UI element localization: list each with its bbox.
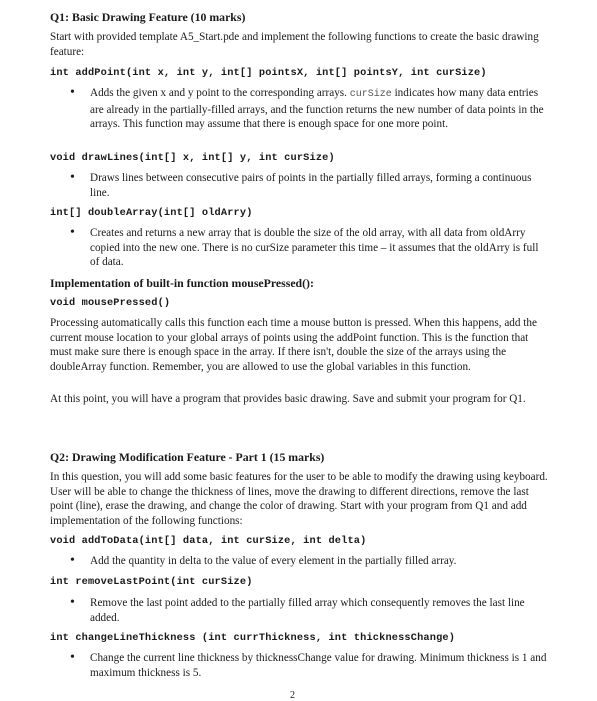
impl-heading: Implementation of built-in function mousePressed(): (50, 276, 314, 290)
desc-addpoint-pre: Adds the given x and y point to the corresponding arrays. (90, 87, 350, 99)
q2-intro: In this question, you will add some basic features for the user to be able to modify the drawing using keyboard. User will be able to change the thickness of lines, move the drawing to different directions, remove the last point (line), erase the drawing, and change the color of drawing. Start with your program from Q1 and add implementation of the following functions: (50, 471, 548, 527)
mousepressed-paragraph: Processing automatically calls this function each time a mouse button is pressed. When this happens, add the current mouse location to your global arrays of points using the addPoint function. This is the function that must make sure there is enough space in the array. If there isn't, double the size of the arrays using the doubleArray function. Remember, you are allowed to use the global variables in this function. (50, 317, 537, 373)
q1-closing: At this point, you will have a program that provides basic drawing. Save and submit your program for Q1. (50, 393, 526, 405)
page-number: 2 (290, 690, 295, 701)
bullet-changelinethickness: • Change the current line thickness by thicknessChange value for drawing. Minimum thickness is 1 and maximum thickness is 5. (90, 651, 550, 680)
signature-addpoint: int addPoint(int x, int y, int[] pointsX, int[] pointsY, int curSize) (50, 67, 487, 79)
bullet-drawlines: • Draws lines between consecutive pairs of points in the partially filled arrays, forming a continuous line. (90, 171, 550, 200)
q1-title: Q1: Basic Drawing Feature (10 marks) (50, 10, 246, 24)
signature-addtodata: void addToData(int[] data, int curSize, int delta) (50, 535, 367, 547)
signature-changelinethickness: int changeLineThickness (int currThickness, int thicknessChange) (50, 632, 456, 644)
q2-title: Q2: Drawing Modification Feature - Part 1 (15 marks) (50, 450, 325, 464)
q1-intro: Start with provided template A5_Start.pde and implement the following functions to create the basic drawing feature: (50, 31, 539, 58)
signature-doublearray: int[] doubleArray(int[] oldArry) (50, 207, 253, 219)
signature-removelastpoint: int removeLastPoint(int curSize) (50, 576, 253, 588)
bullet-addtodata: • Add the quantity in delta to the value of every element in the partially filled array. (90, 554, 550, 569)
bullet-addpoint (90, 86, 550, 132)
signature-mousepressed: void mousePressed() (50, 297, 171, 309)
desc-addpoint-post: indicates how many data entries are already in the partially-filled arrays, and the function returns the new number of data points in the arrays. This function may assume that there is enough space for one more point. (90, 87, 544, 130)
signature-drawlines: void drawLines(int[] x, int[] y, int curSize) (50, 152, 335, 164)
bullet-doublearray: • Creates and returns a new array that is double the size of the old array, with all data from oldArry copied into the new one. There is no curSize parameter this time – it assumes that the oldArry is full of data. (90, 226, 550, 270)
bullet-removelastpoint: • Remove the last point added to the partially filled array which consequently removes the last line added. (90, 596, 550, 625)
desc-addpoint-code: curSize (349, 89, 392, 100)
